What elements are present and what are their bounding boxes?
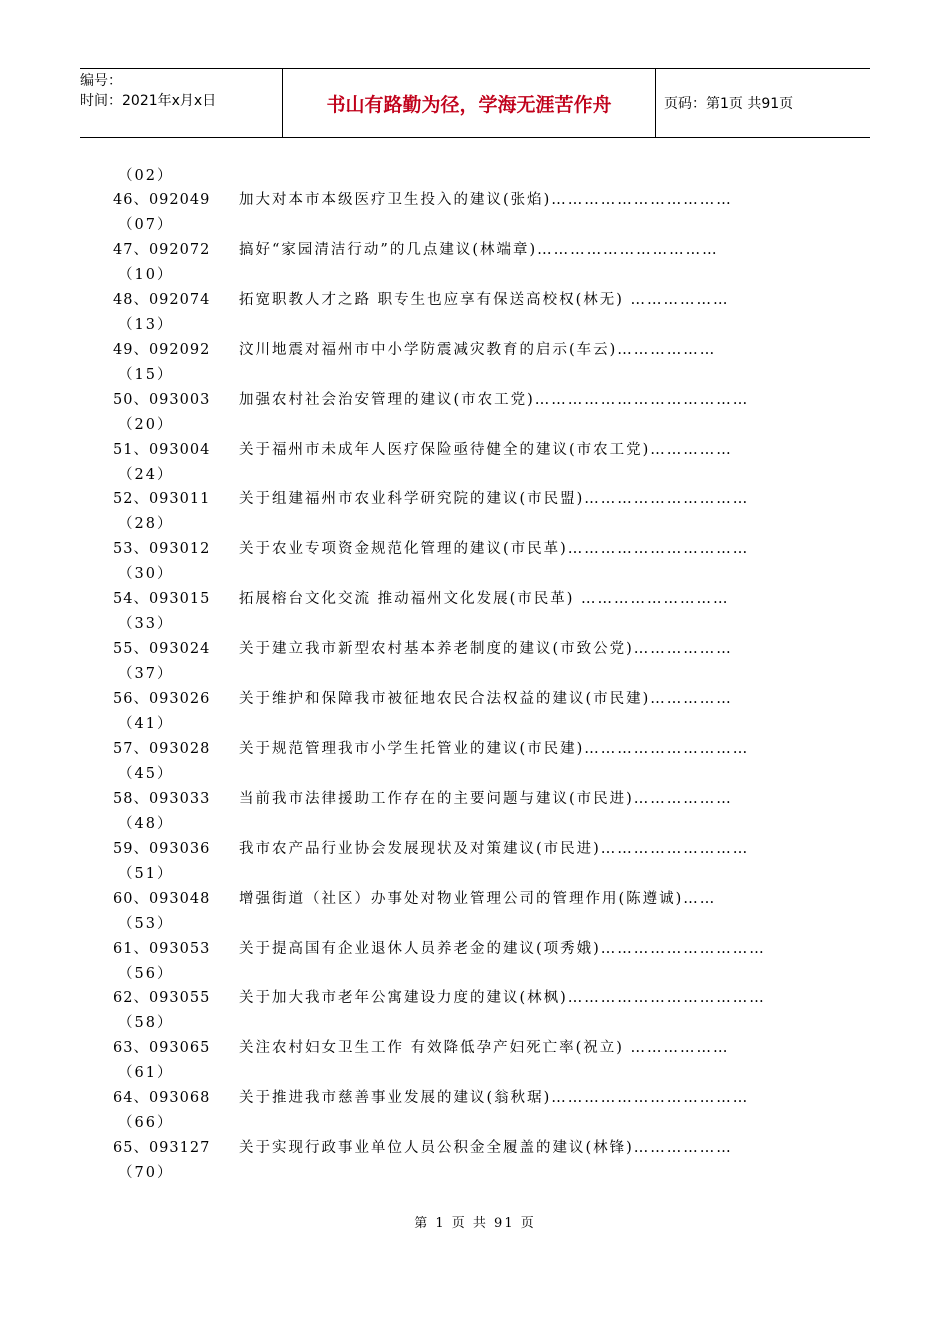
toc-page-line <box>0 413 950 437</box>
toc-entry <box>0 1086 950 1110</box>
toc-entry-number: 52、093011 <box>113 491 211 508</box>
toc-page-number: （58） <box>118 1015 174 1032</box>
page-header <box>80 68 870 138</box>
toc-page-line <box>0 213 950 237</box>
toc-entry-title: 关于规范管理我市小学生托管业的建议(市民建)………………………… <box>239 740 750 757</box>
toc-entry <box>0 737 950 761</box>
toc-page-number: （24） <box>118 466 174 483</box>
toc-entry <box>0 637 950 661</box>
toc-entry-title: 关于建立我市新型农村基本养老制度的建议(市致公党)……………… <box>239 641 733 658</box>
toc-entry <box>0 887 950 911</box>
toc-page-line <box>0 263 950 287</box>
toc-page-number: （10） <box>118 266 174 283</box>
toc-page-number: （41） <box>118 716 174 732</box>
page-footer: 第 1 页 共 91 页 <box>414 1216 536 1231</box>
toc-entry-number: 63、093065 <box>113 1040 211 1057</box>
toc-page-line <box>0 463 950 487</box>
toc-page-number: （66） <box>118 1115 174 1132</box>
toc-page-line <box>0 1161 950 1185</box>
toc-entry-title: 关于实现行政事业单位人员公积金全履盖的建议(林锋)……………… <box>239 1140 733 1157</box>
toc-page-number: （48） <box>118 815 174 832</box>
toc-entry <box>0 338 950 362</box>
toc-page-number: （13） <box>118 316 174 333</box>
toc-page-line <box>0 862 950 886</box>
toc-entry <box>0 1036 950 1060</box>
toc-entry-number: 57、093028 <box>113 740 211 757</box>
toc-page-line <box>0 712 950 736</box>
toc-page-number: （15） <box>118 366 174 383</box>
date-label: 时间：2021年x月x日 <box>80 93 217 109</box>
toc-entry-title: 关于农业专项资金规范化管理的建议(市民革)…………………………… <box>239 541 750 558</box>
toc-page-number: （56） <box>118 965 174 982</box>
toc-entry <box>0 587 950 611</box>
toc-page-line <box>0 562 950 586</box>
toc-entry-title: 加强农村社会治安管理的建议(市农工党)………………………………… <box>239 391 750 408</box>
toc-page-line <box>0 1011 950 1035</box>
toc-entry-title: 关于推进我市慈善事业发展的建议(翁秋琚)……………………………… <box>239 1090 750 1107</box>
toc-entry-number: 59、093036 <box>113 840 211 857</box>
toc-page-line <box>0 512 950 536</box>
toc-page-number: （45） <box>118 765 174 782</box>
toc-entry <box>0 188 950 212</box>
toc-page-number: （33） <box>118 616 174 633</box>
toc-entry-title: 拓宽职教人才之路 职专生也应享有保送高校权(林无) ……………… <box>239 291 730 308</box>
toc-entry-title: 增强街道（社区）办事处对物业管理公司的管理作用(陈遵诚)…… <box>239 890 717 907</box>
toc-entry-number: 46、092049 <box>113 192 211 208</box>
toc-entry-title: 关于福州市未成年人医疗保险亟待健全的建议(市农工党)…………… <box>239 441 733 458</box>
toc-page-line <box>0 812 950 836</box>
toc-page-line <box>0 1061 950 1085</box>
toc-page-line <box>0 962 950 986</box>
header-motto: 书山有路勤为径，学海无涯苦作舟 <box>282 69 656 137</box>
toc-entry <box>0 537 950 561</box>
serial-label: 编号： <box>80 73 122 89</box>
toc-entry <box>0 687 950 711</box>
header-page-info: 页码：第1页 共91页 <box>664 96 794 112</box>
toc-entry-title: 汶川地震对福州市中小学防震减灾教育的启示(车云)……………… <box>239 341 717 358</box>
toc-entry-title: 搞好“家园清洁行动”的几点建议(林端章)…………………………… <box>239 241 719 258</box>
toc-entry <box>0 937 950 961</box>
header-meta <box>80 69 282 139</box>
toc-entry-title: 关于提高国有企业退休人员养老金的建议(项秀娥)………………………… <box>239 940 766 957</box>
toc-entry <box>0 837 950 861</box>
toc-entry <box>0 288 950 312</box>
toc-entry <box>0 388 950 412</box>
toc-entry-number: 50、093003 <box>113 391 211 408</box>
toc-entry-number: 47、092072 <box>113 241 211 258</box>
toc-page-number: （02） <box>118 168 174 184</box>
toc-entry-number: 58、093033 <box>113 790 211 807</box>
toc-entry-number: 53、093012 <box>113 541 211 558</box>
toc-page-line <box>0 1111 950 1135</box>
toc-entry-title: 拓展榕台文化交流 推动福州文化发展(市民革) ……………………… <box>239 591 730 608</box>
toc-entry-number: 54、093015 <box>113 591 211 608</box>
toc-entry-number: 61、093053 <box>113 940 211 957</box>
toc-entry-number: 49、092092 <box>113 341 211 358</box>
toc-page-line <box>0 662 950 686</box>
toc-entry-number: 51、093004 <box>113 441 211 458</box>
toc-page-line <box>0 912 950 936</box>
toc-entry-number: 48、092074 <box>113 291 211 308</box>
toc-entry-title: 关于组建福州市农业科学研究院的建议(市民盟)………………………… <box>239 491 750 508</box>
toc-entry-title: 关注农村妇女卫生工作 有效降低孕产妇死亡率(祝立) ……………… <box>239 1040 730 1057</box>
toc-page-number: （30） <box>118 566 174 583</box>
toc-page-line <box>0 762 950 786</box>
toc-entry-number: 62、093055 <box>113 990 211 1007</box>
toc-entry <box>0 986 950 1010</box>
toc-entry-number: 65、093127 <box>113 1140 211 1157</box>
toc-page-line <box>0 313 950 337</box>
toc-entry-title: 加大对本市本级医疗卫生投入的建议(张焰)…………………………… <box>239 192 733 208</box>
toc-entry-number: 56、093026 <box>113 691 211 707</box>
toc-page-line <box>0 363 950 387</box>
toc-entry <box>0 487 950 511</box>
toc-page-number: （70） <box>118 1165 174 1182</box>
toc-entry <box>0 438 950 462</box>
toc-entry-title: 关于维护和保障我市被征地农民合法权益的建议(市民建)…………… <box>239 691 733 707</box>
toc-leading-page-line <box>0 164 950 188</box>
toc-page-number: （37） <box>118 666 174 683</box>
toc-page-number: （53） <box>118 915 174 932</box>
toc-entry <box>0 238 950 262</box>
toc-entry <box>0 1136 950 1160</box>
toc-entry-title: 关于加大我市老年公寓建设力度的建议(林枫)……………………………… <box>239 990 766 1007</box>
toc-page-number: （61） <box>118 1065 174 1082</box>
toc-page-number: （28） <box>118 516 174 533</box>
toc-entry-number: 60、093048 <box>113 890 211 907</box>
toc-page-number: （20） <box>118 416 174 433</box>
toc-entry-number: 55、093024 <box>113 641 211 658</box>
toc-page-line <box>0 612 950 636</box>
toc-entry-title: 当前我市法律援助工作存在的主要问题与建议(市民进)……………… <box>239 790 733 807</box>
toc-page-number: （51） <box>118 865 174 882</box>
toc-entry <box>0 787 950 811</box>
toc-entry-number: 64、093068 <box>113 1090 211 1107</box>
toc-page-number: （07） <box>118 217 174 233</box>
toc-entry-title: 我市农产品行业协会发展现状及对策建议(市民进)……………………… <box>239 840 750 857</box>
